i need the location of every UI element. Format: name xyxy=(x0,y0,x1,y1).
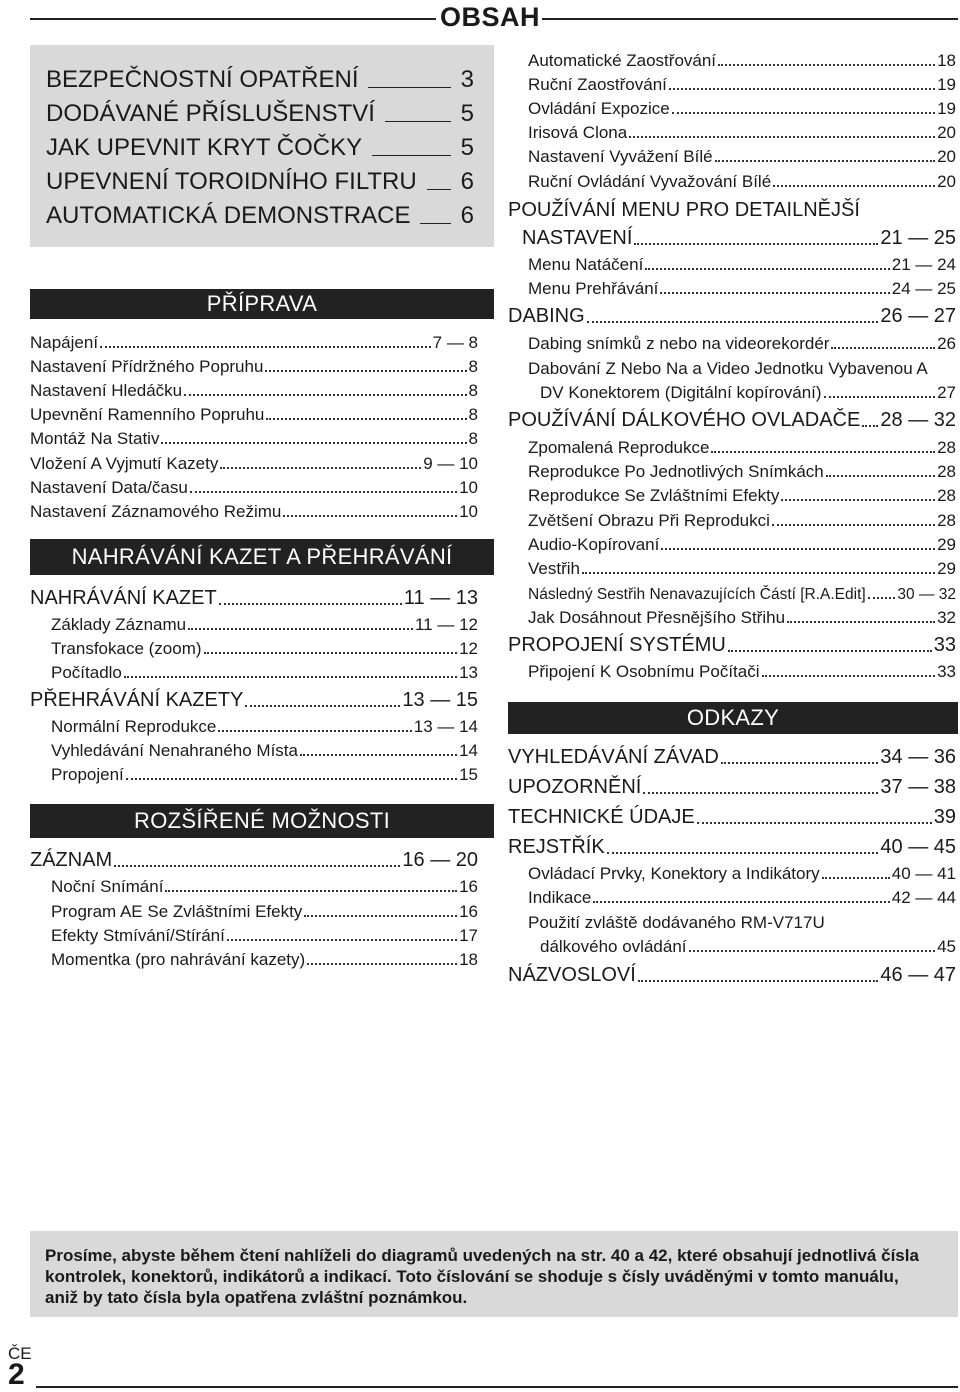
toc-entry[interactable]: Napájení 7 — 8 xyxy=(30,333,478,352)
toc-entry[interactable]: Vestřih 29 xyxy=(528,559,956,578)
toc-chapter[interactable]: POUŽÍVÁNÍ MENU PRO DETAILNĚJŠÍ xyxy=(508,199,860,221)
section-header-rozsirene: ROZŠÍŘENÉ MOŽNOSTI xyxy=(30,804,494,838)
toc-entry[interactable]: Transfokace (zoom) 12 xyxy=(51,639,478,658)
toc-chapter[interactable]: PROPOJENÍ SYSTÉMU 33 xyxy=(508,634,956,656)
toc-chapter[interactable]: DABING 26 — 27 xyxy=(508,305,956,327)
toc-entry[interactable]: JAK UPEVNIT KRYT ČOČKY 5 xyxy=(46,134,474,161)
toc-entry[interactable]: Nastavení Data/času 10 xyxy=(30,478,478,497)
header-rule-left xyxy=(30,18,436,20)
toc-entry[interactable]: Efekty Stmívání/Stírání 17 xyxy=(51,926,478,945)
toc-entry[interactable]: Vyhledávání Nenahraného Místa 14 xyxy=(51,741,478,760)
page-number: 2 xyxy=(8,1358,25,1391)
toc-entry[interactable]: Nastavení Vyvážení Bílé 20 xyxy=(528,147,956,166)
note-box xyxy=(30,1231,958,1317)
header-rule-right xyxy=(542,18,958,20)
toc-chapter[interactable]: TECHNICKÉ ÚDAJE 39 xyxy=(508,806,956,828)
toc-entry[interactable]: DODÁVANÉ PŘÍSLUŠENSTVÍ 5 xyxy=(46,100,474,127)
intro-box xyxy=(30,45,494,247)
toc-entry[interactable]: Propojení 15 xyxy=(51,765,478,784)
toc-entry[interactable]: Normální Reprodukce 13 — 14 xyxy=(51,717,478,736)
note-text: Prosíme, abyste během čtení nahlíželi do diagramů uvedených na str. 40 a 42, které obsahují jednotlivá čísla kontrolek, konektorů, indikátorů a indikací. Toto číslování se shoduje s čísly uváděnými v tomto manuálu, aniž by tato čísla byla opatřena zvláštní poznámkou. xyxy=(45,1246,919,1307)
toc-entry[interactable]: Nastavení Hledáčku 8 xyxy=(30,381,478,400)
toc-entry[interactable]: Montáž Na Stativ 8 xyxy=(30,429,478,448)
toc-chapter[interactable]: VYHLEDÁVÁNÍ ZÁVAD 34 — 36 xyxy=(508,746,956,768)
toc-entry[interactable]: Následný Sestřih Nenavazujících Částí [R.A.Edit] 30 — 32 xyxy=(528,586,956,603)
toc-chapter[interactable]: NASTAVENÍ 21 — 25 xyxy=(522,227,956,249)
toc-entry[interactable]: Irisová Clona 20 xyxy=(528,123,956,142)
toc-entry[interactable]: Audio-Kopírovaní 29 xyxy=(528,535,956,554)
toc-entry[interactable]: Menu Natáčení 21 — 24 xyxy=(528,255,956,274)
toc-entry[interactable]: Dabování Z Nebo Na a Video Jednotku Vybavenou A xyxy=(528,359,928,378)
toc-entry[interactable]: Zpomalená Reprodukce 28 xyxy=(528,438,956,457)
toc-entry[interactable]: Použití zvláště dodávaného RM-V717U xyxy=(528,913,825,932)
toc-entry[interactable]: Indikace 42 — 44 xyxy=(528,888,956,907)
toc-entry[interactable]: Ruční Ovládání Vyvažování Bílé 20 xyxy=(528,172,956,191)
toc-chapter[interactable]: ZÁZNAM 16 — 20 xyxy=(30,849,478,871)
toc-chapter[interactable]: POUŽÍVÁNÍ DÁLKOVÉHO OVLADAČE 28 — 32 xyxy=(508,409,956,431)
toc-entry[interactable]: Momentka (pro nahrávání kazety) 18 xyxy=(51,950,478,969)
toc-entry[interactable]: Ovládací Prvky, Konektory a Indikátory 40 — 41 xyxy=(528,864,956,883)
toc-entry[interactable]: Ovládání Expozice 19 xyxy=(528,99,956,118)
toc-entry[interactable]: Upevnění Ramenního Popruhu 8 xyxy=(30,405,478,424)
toc-entry[interactable]: BEZPEČNOSTNÍ OPATŘENÍ 3 xyxy=(46,66,474,93)
toc-entry[interactable]: Automatické Zaostřování 18 xyxy=(528,51,956,70)
section-header-priprava: PŘÍPRAVA xyxy=(30,289,494,319)
toc-entry[interactable]: Nastavení Přídržného Popruhu 8 xyxy=(30,357,478,376)
toc-entry[interactable]: Ruční Zaostřování 19 xyxy=(528,75,956,94)
section-header-nahravani: NAHRÁVÁNÍ KAZET A PŘEHRÁVÁNÍ xyxy=(30,539,494,575)
toc-entry[interactable]: UPEVNENÍ TOROIDNÍHO FILTRU 6 xyxy=(46,168,474,195)
toc-chapter[interactable]: UPOZORNĚNÍ 37 — 38 xyxy=(508,776,956,798)
toc-entry[interactable]: Nastavení Záznamového Režimu 10 xyxy=(30,502,478,521)
section-header-odkazy: ODKAZY xyxy=(508,702,958,734)
toc-entry[interactable]: Reprodukce Po Jednotlivých Snímkách 28 xyxy=(528,462,956,481)
toc-entry[interactable]: Reprodukce Se Zvláštními Efekty 28 xyxy=(528,486,956,505)
toc-chapter[interactable]: PŘEHRÁVÁNÍ KAZETY 13 — 15 xyxy=(30,689,478,711)
toc-entry[interactable]: Vložení A Vyjmutí Kazety 9 — 10 xyxy=(30,454,478,473)
toc-entry[interactable]: Noční Snímání 16 xyxy=(51,877,478,896)
toc-entry[interactable]: AUTOMATICKÁ DEMONSTRACE 6 xyxy=(46,202,474,229)
toc-entry[interactable]: DV Konektorem (Digitální kopírování) 27 xyxy=(540,383,956,402)
toc-chapter[interactable]: REJSTŘÍK 40 — 45 xyxy=(508,836,956,858)
footer-rule xyxy=(36,1386,958,1388)
page-title: OBSAH xyxy=(439,2,540,32)
toc-entry[interactable]: Počítadlo 13 xyxy=(51,663,478,682)
toc-entry[interactable]: Připojení K Osobnímu Počítači 33 xyxy=(528,662,956,681)
toc-entry[interactable]: Základy Záznamu 11 — 12 xyxy=(51,615,478,634)
toc-entry[interactable]: Dabing snímků z nebo na videorekordér 26 xyxy=(528,334,956,353)
toc-chapter[interactable]: NÁZVOSLOVÍ 46 — 47 xyxy=(508,964,956,986)
toc-entry[interactable]: dálkového ovládání 45 xyxy=(540,937,956,956)
toc-entry[interactable]: Menu Prehřávání 24 — 25 xyxy=(528,279,956,298)
toc-entry[interactable]: Program AE Se Zvláštními Efekty 16 xyxy=(51,902,478,921)
toc-entry[interactable]: Zvětšení Obrazu Při Reprodukci 28 xyxy=(528,511,956,530)
language-code: ČE xyxy=(8,1344,32,1363)
toc-chapter[interactable]: NAHRÁVÁNÍ KAZET 11 — 13 xyxy=(30,587,478,609)
toc-entry[interactable]: Jak Dosáhnout Přesnějšího Střihu 32 xyxy=(528,608,956,627)
